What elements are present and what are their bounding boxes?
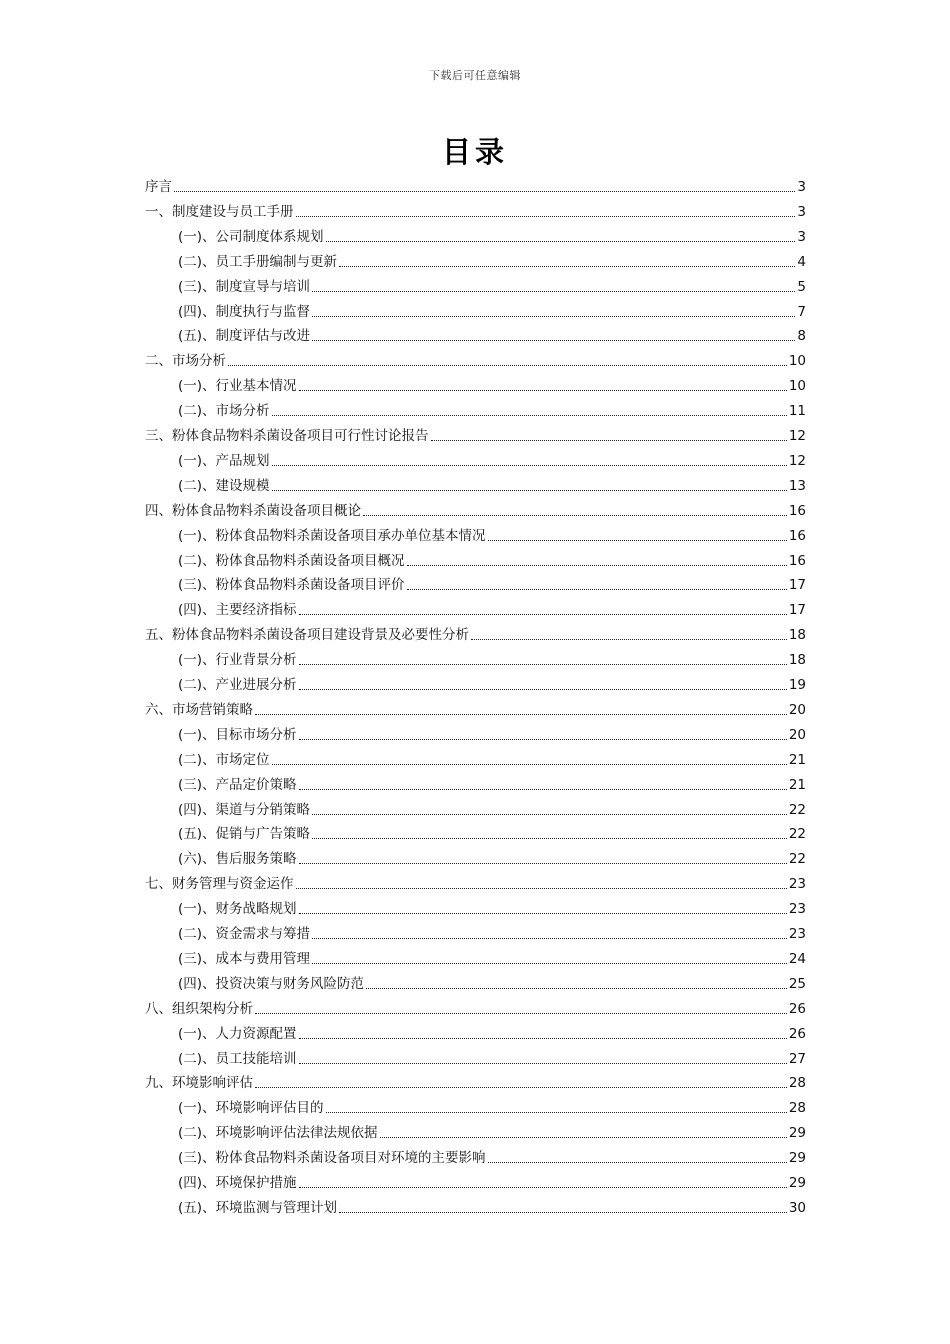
toc-dot-leader xyxy=(326,1111,787,1113)
toc-entry-section[interactable] xyxy=(178,599,806,619)
toc-entry-page-number: 29 xyxy=(788,1175,806,1191)
toc-entry-label: (四)、环境保护措施 xyxy=(178,1175,297,1191)
toc-dot-leader xyxy=(299,912,787,914)
toc-entry-page-number: 16 xyxy=(788,552,806,569)
toc-entry-section[interactable] xyxy=(178,276,806,296)
toc-entry-page-number: 27 xyxy=(788,1050,806,1067)
toc-dot-leader xyxy=(255,713,787,715)
toc-dot-leader xyxy=(299,688,787,690)
toc-entry-label: (三)、产品定价策略 xyxy=(178,776,297,793)
toc-entry-section[interactable] xyxy=(178,674,806,694)
toc-entry-page-number: 18 xyxy=(788,652,806,669)
toc-dot-leader xyxy=(299,788,787,790)
toc-entry-page-number: 19 xyxy=(788,677,806,693)
toc-entry-page-number: 12 xyxy=(788,452,806,469)
toc-entry-section[interactable] xyxy=(178,923,806,943)
toc-entry-page-number: 3 xyxy=(797,228,806,245)
toc-entry-page-number: 28 xyxy=(788,1075,806,1092)
toc-entry-section[interactable] xyxy=(178,550,806,570)
toc-dot-leader xyxy=(407,564,787,566)
header-note: 下载后可任意编辑 xyxy=(429,69,521,82)
toc-entry-page-number: 7 xyxy=(797,303,806,320)
toc-entry-page-number: 23 xyxy=(788,901,806,918)
toc-entry-label: (二)、资金需求与筹措 xyxy=(178,926,311,942)
toc-dot-leader xyxy=(272,489,787,491)
toc-entry-section[interactable] xyxy=(178,1172,806,1192)
toc-entry-page-number: 17 xyxy=(788,602,806,619)
toc-dot-leader xyxy=(363,514,787,516)
toc-entry-section[interactable] xyxy=(178,301,806,321)
toc-entry-chapter[interactable] xyxy=(145,998,806,1018)
toc-entry-section[interactable] xyxy=(178,226,806,246)
toc-entry-label: (一)、行业背景分析 xyxy=(178,652,297,669)
toc-entry-section[interactable] xyxy=(178,1097,806,1117)
toc-entry-page-number: 16 xyxy=(788,502,806,519)
toc-entry-page-number: 13 xyxy=(788,477,806,494)
toc-entry-section[interactable] xyxy=(178,1122,806,1142)
toc-entry-page-number: 10 xyxy=(788,353,806,370)
toc-entry-section[interactable] xyxy=(178,649,806,669)
toc-entry-section[interactable] xyxy=(178,848,806,868)
toc-entry-section[interactable] xyxy=(178,525,806,545)
toc-entry-label: (二)、产业进展分析 xyxy=(178,677,297,693)
toc-entry-chapter[interactable] xyxy=(145,425,806,445)
toc-dot-leader xyxy=(299,1062,787,1064)
toc-dot-leader xyxy=(299,389,787,391)
toc-entry-label: (四)、投资决策与财务风险防范 xyxy=(178,975,365,992)
toc-entry-label: 四、粉体食品物料杀菌设备项目概论 xyxy=(145,502,361,519)
toc-entry-chapter[interactable] xyxy=(145,201,806,221)
toc-entry-label: (一)、粉体食品物料杀菌设备项目承办单位基本情况 xyxy=(178,527,486,544)
toc-entry-section[interactable] xyxy=(178,799,806,819)
toc-entry-label: 九、环境影响评估 xyxy=(145,1075,253,1092)
toc-entry-page-number: 28 xyxy=(788,1100,806,1117)
toc-entry-section[interactable] xyxy=(178,948,806,968)
toc-entry-section[interactable] xyxy=(178,1197,806,1217)
toc-entry-label: (一)、环境影响评估目的 xyxy=(178,1100,324,1117)
toc-dot-leader xyxy=(296,215,796,217)
toc-entry-section[interactable] xyxy=(178,475,806,495)
toc-entry-label: (二)、员工手册编制与更新 xyxy=(178,253,338,270)
toc-entry-label: 序言 xyxy=(145,179,172,195)
toc-entry-page-number: 8 xyxy=(797,328,806,345)
toc-entry-label: (二)、粉体食品物料杀菌设备项目概况 xyxy=(178,552,405,569)
toc-entry-section[interactable] xyxy=(178,400,806,420)
toc-entry-section[interactable] xyxy=(178,375,806,395)
toc-dot-leader xyxy=(312,962,787,964)
toc-entry-page-number: 29 xyxy=(788,1125,806,1142)
toc-dot-leader xyxy=(228,364,787,366)
toc-entry-label: (一)、人力资源配置 xyxy=(178,1025,297,1042)
toc-entry-page-number: 16 xyxy=(788,527,806,544)
toc-entry-section[interactable] xyxy=(178,1048,806,1068)
toc-entry-section[interactable] xyxy=(178,774,806,794)
toc-entry-page-number: 10 xyxy=(788,378,806,395)
toc-entry-section[interactable] xyxy=(178,325,806,345)
toc-entry-label: 三、粉体食品物料杀菌设备项目可行性讨论报告 xyxy=(145,428,429,444)
toc-entry-label: 六、市场营销策略 xyxy=(145,701,253,718)
toc-entry-label: (二)、员工技能培训 xyxy=(178,1050,297,1067)
toc-entry-page-number: 23 xyxy=(788,926,806,942)
toc-entry-label: (三)、粉体食品物料杀菌设备项目评价 xyxy=(178,577,405,594)
toc-entry-page-number: 30 xyxy=(788,1199,806,1216)
toc-entry-page-number: 21 xyxy=(788,776,806,793)
toc-entry-label: (五)、环境监测与管理计划 xyxy=(178,1199,338,1216)
toc-entry-section[interactable] xyxy=(178,749,806,769)
toc-entry-label: (二)、环境影响评估法律法规依据 xyxy=(178,1125,378,1142)
toc-entry-label: 八、组织架构分析 xyxy=(145,1000,253,1017)
toc-entry-page-number: 22 xyxy=(788,851,806,868)
toc-dot-leader xyxy=(488,1161,787,1163)
toc-dot-leader xyxy=(174,190,795,192)
toc-entry-label: (三)、制度宣导与培训 xyxy=(178,278,311,295)
toc-entry-label: 七、财务管理与资金运作 xyxy=(145,876,294,893)
toc-entry-label: (一)、目标市场分析 xyxy=(178,726,297,743)
toc-entry-page-number: 22 xyxy=(788,826,806,843)
toc-entry-label: (二)、建设规模 xyxy=(178,477,270,494)
toc-entry-section[interactable] xyxy=(178,450,806,470)
toc-entry-page-number: 4 xyxy=(797,253,806,270)
toc-entry-label: (四)、制度执行与监督 xyxy=(178,303,311,320)
toc-dot-leader xyxy=(312,837,787,839)
toc-entry-page-number: 26 xyxy=(788,1000,806,1017)
toc-entry-page-number: 3 xyxy=(797,203,806,220)
toc-entry-page-number: 20 xyxy=(788,701,806,718)
toc-entry-chapter[interactable] xyxy=(145,500,806,520)
toc-entry-page-number: 20 xyxy=(788,726,806,743)
toc-entry-label: (一)、财务战略规划 xyxy=(178,901,297,918)
toc-entry-page-number: 24 xyxy=(788,950,806,967)
toc-entry-page-number: 29 xyxy=(788,1150,806,1167)
toc-dot-leader xyxy=(299,862,787,864)
toc-entry-label: (三)、粉体食品物料杀菌设备项目对环境的主要影响 xyxy=(178,1150,486,1167)
toc-dot-leader xyxy=(431,439,787,441)
toc-entry-label: 二、市场分析 xyxy=(145,353,226,370)
toc-dot-leader xyxy=(312,937,787,939)
toc-dot-leader xyxy=(312,290,795,292)
toc-dot-leader xyxy=(299,738,787,740)
toc-entry-section[interactable] xyxy=(178,251,806,271)
toc-entry-section[interactable] xyxy=(178,973,806,993)
toc-entry-section[interactable] xyxy=(178,724,806,744)
toc-dot-leader xyxy=(312,339,795,341)
toc-dot-leader xyxy=(339,265,795,267)
toc-entry-chapter[interactable] xyxy=(145,1072,806,1092)
toc-dot-leader xyxy=(272,414,787,416)
toc-entry-label: (四)、主要经济指标 xyxy=(178,602,297,619)
toc-dot-leader xyxy=(471,638,787,640)
toc-dot-leader xyxy=(339,1211,787,1213)
toc-entry-section[interactable] xyxy=(178,574,806,594)
toc-entry-page-number: 26 xyxy=(788,1025,806,1042)
toc-dot-leader xyxy=(299,613,787,615)
toc-entry-page-number: 18 xyxy=(788,627,806,644)
toc-entry-label: (一)、产品规划 xyxy=(178,452,270,469)
toc-entry-label: (二)、市场定位 xyxy=(178,751,270,768)
toc-dot-leader xyxy=(272,763,787,765)
toc-entry-chapter[interactable] xyxy=(145,350,806,370)
toc-entry-label: 五、粉体食品物料杀菌设备项目建设背景及必要性分析 xyxy=(145,627,469,644)
toc-dot-leader xyxy=(296,887,787,889)
toc-dot-leader xyxy=(326,240,796,242)
toc-entry-page-number: 11 xyxy=(788,403,806,420)
toc-entry-page-number: 25 xyxy=(788,975,806,992)
toc-dot-leader xyxy=(299,1186,787,1188)
toc-entry-chapter[interactable] xyxy=(145,873,806,893)
toc-entry-label: (二)、市场分析 xyxy=(178,403,270,420)
toc-entry-page-number: 3 xyxy=(797,179,806,195)
toc-entry-chapter[interactable] xyxy=(145,176,806,196)
toc-dot-leader xyxy=(312,813,787,815)
toc-entry-page-number: 12 xyxy=(788,428,806,444)
toc-dot-leader xyxy=(299,1037,787,1039)
toc-entry-label: (六)、售后服务策略 xyxy=(178,851,297,868)
toc-dot-leader xyxy=(380,1136,787,1138)
toc-entry-label: (三)、成本与费用管理 xyxy=(178,950,311,967)
toc-entry-section[interactable] xyxy=(178,1147,806,1167)
toc-entry-label: (五)、促销与广告策略 xyxy=(178,826,311,843)
toc-entry-page-number: 17 xyxy=(788,577,806,594)
toc-entry-section[interactable] xyxy=(178,1023,806,1043)
toc-entry-label: (一)、公司制度体系规划 xyxy=(178,228,324,245)
toc-dot-leader xyxy=(255,1012,787,1014)
toc-entry-section[interactable] xyxy=(178,823,806,843)
toc-entry-section[interactable] xyxy=(178,898,806,918)
toc-entry-page-number: 21 xyxy=(788,751,806,768)
toc-entry-label: (五)、制度评估与改进 xyxy=(178,328,311,345)
toc-dot-leader xyxy=(312,315,795,317)
toc-dot-leader xyxy=(366,987,787,989)
toc-dot-leader xyxy=(407,588,787,590)
toc-title: 目录 xyxy=(441,135,508,169)
toc-entry-label: (四)、渠道与分销策略 xyxy=(178,801,311,818)
toc-dot-leader xyxy=(255,1086,787,1088)
toc-dot-leader xyxy=(299,663,787,665)
toc-entry-label: 一、制度建设与员工手册 xyxy=(145,203,294,220)
toc-dot-leader xyxy=(272,464,787,466)
toc-entry-page-number: 22 xyxy=(788,801,806,818)
toc-entry-chapter[interactable] xyxy=(145,624,806,644)
toc-dot-leader xyxy=(488,539,787,541)
toc-entry-page-number: 23 xyxy=(788,876,806,893)
toc-entry-page-number: 5 xyxy=(797,278,806,295)
toc-entry-label: (一)、行业基本情况 xyxy=(178,378,297,395)
toc-entry-chapter[interactable] xyxy=(145,699,806,719)
